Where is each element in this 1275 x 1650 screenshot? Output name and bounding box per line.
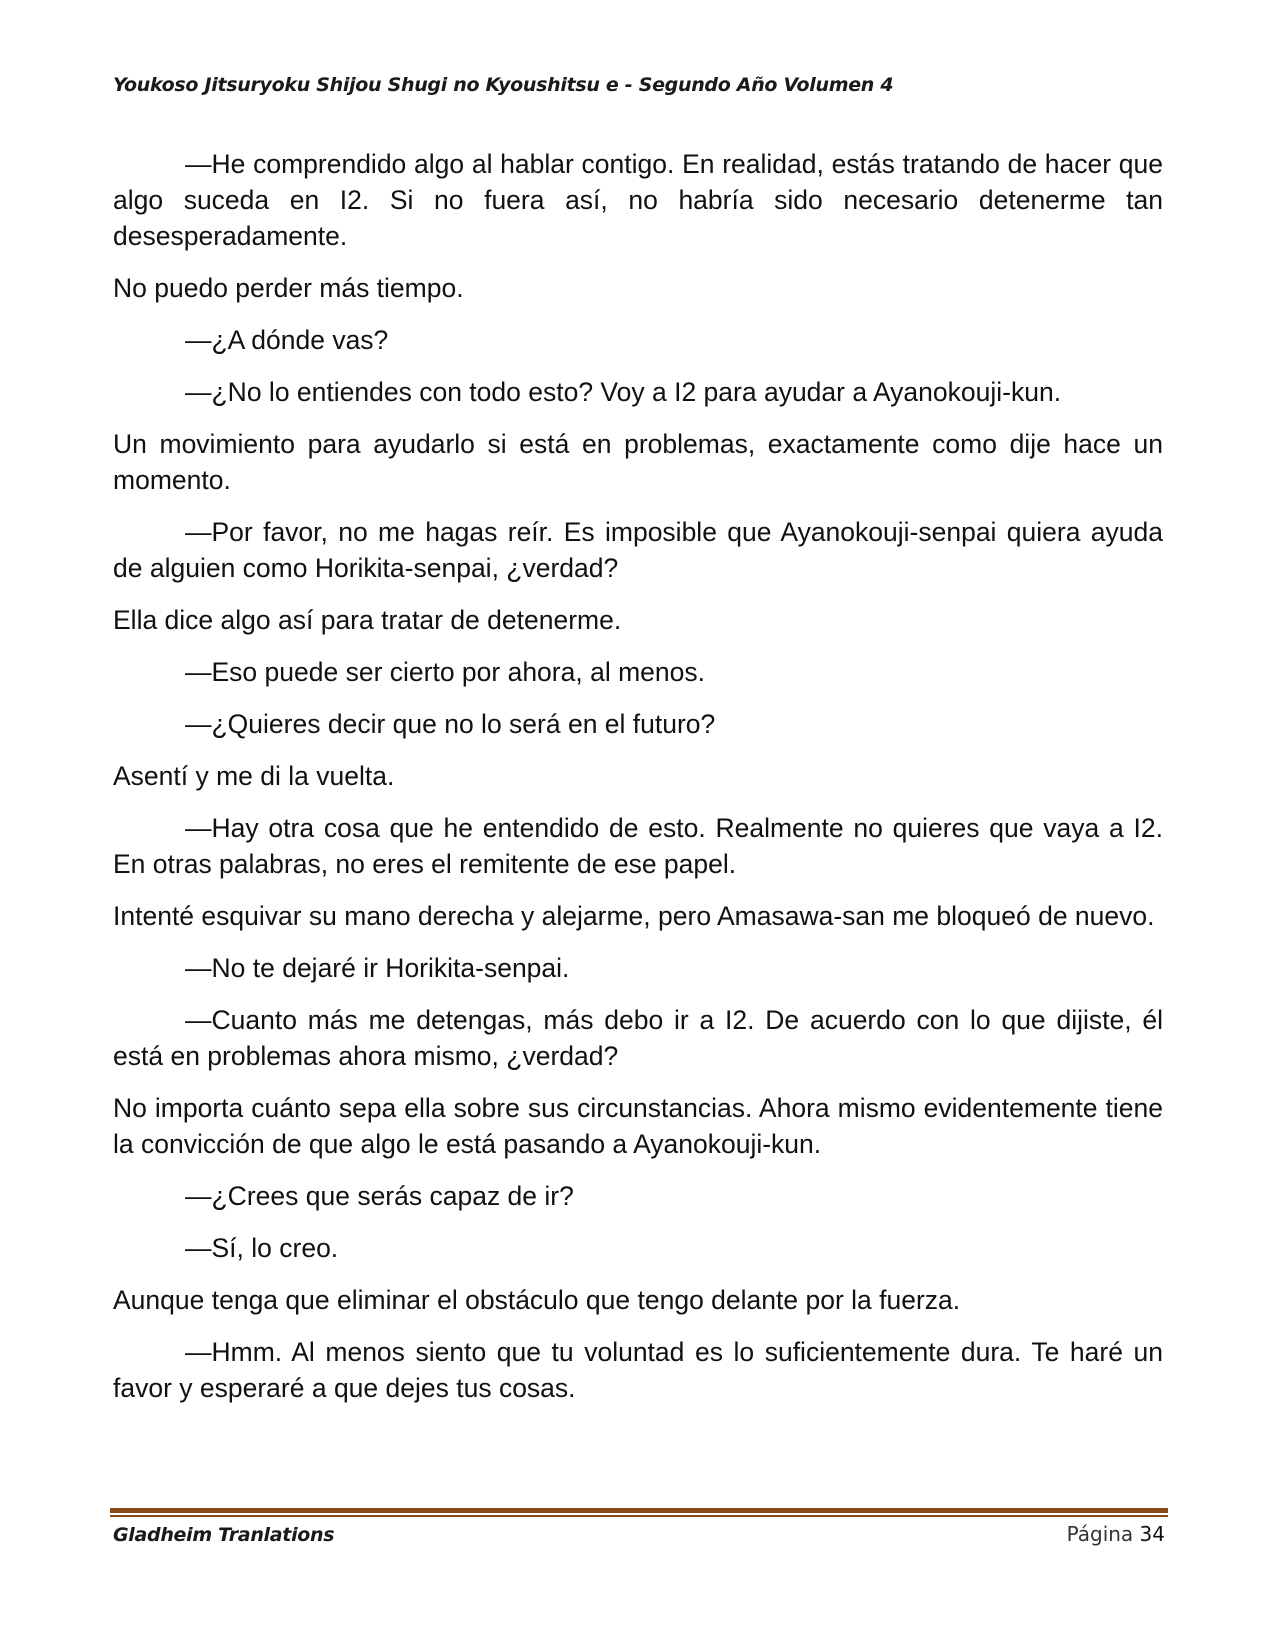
dialogue-paragraph: —Hmm. Al menos siento que tu voluntad es lo suficientemente dura. Te haré un favor y esperaré a que dejes tus cosas. (113, 1337, 1163, 1403)
dialogue-paragraph: —Cuanto más me detengas, más debo ir a I2. De acuerdo con lo que dijiste, él está en problemas ahora mismo, ¿verdad? (113, 1005, 1163, 1071)
footer-credit: Gladheim Tranlations (113, 1524, 335, 1546)
running-header: Youkoso Jitsuryoku Shijou Shugi no Kyoushitsu e - Segundo Año Volumen 4 (113, 74, 894, 96)
dialogue-paragraph: —No te dejaré ir Horikita-senpai. (185, 953, 570, 983)
narration-paragraph: Ella dice algo así para tratar de detenerme. (113, 605, 622, 635)
page-indicator (1067, 1522, 1165, 1546)
dialogue-paragraph: —¿No lo entiendes con todo esto? Voy a I2 para ayudar a Ayanokouji-kun. (185, 377, 1062, 407)
narration-paragraph: Intenté esquivar su mano derecha y alejarme, pero Amasawa-san me bloqueó de nuevo. (113, 901, 1155, 931)
page-label: Página (1066, 1522, 1134, 1546)
dialogue-paragraph: —¿A dónde vas? (185, 325, 389, 355)
dialogue-paragraph: —¿Crees que serás capaz de ir? (185, 1181, 574, 1211)
narration-paragraph: No importa cuánto sepa ella sobre sus circunstancias. Ahora mismo evidentemente tiene la convicción de que algo le está pasando a Ayanokouji-kun. (113, 1093, 1163, 1159)
footer-divider-thin (110, 1515, 1168, 1517)
dialogue-paragraph: —Eso puede ser cierto por ahora, al menos. (185, 657, 705, 687)
page-number: 34 (1139, 1522, 1165, 1546)
dialogue-paragraph: —Hay otra cosa que he entendido de esto. Realmente no quieres que vaya a I2. En otras palabras, no eres el remitente de ese papel. (113, 813, 1163, 879)
footer-divider (110, 1508, 1168, 1518)
body-text (113, 146, 1163, 1422)
dialogue-paragraph: —¿Quieres decir que no lo será en el futuro? (185, 709, 716, 739)
narration-paragraph: Un movimiento para ayudarlo si está en problemas, exactamente como dije hace un momento. (113, 429, 1163, 495)
dialogue-paragraph: —Sí, lo creo. (185, 1233, 339, 1263)
dialogue-paragraph: —Por favor, no me hagas reír. Es imposible que Ayanokouji-senpai quiera ayuda de alguien como Horikita-senpai, ¿verdad? (113, 517, 1163, 583)
narration-paragraph: Aunque tenga que eliminar el obstáculo que tengo delante por la fuerza. (113, 1285, 961, 1315)
narration-paragraph: No puedo perder más tiempo. (113, 273, 464, 303)
footer-divider-thick (110, 1508, 1168, 1513)
narration-paragraph: Asentí y me di la vuelta. (113, 761, 395, 791)
dialogue-paragraph: —He comprendido algo al hablar contigo. En realidad, estás tratando de hacer que algo suceda en I2. Si no fuera así, no habría sido necesario detenerme tan desesperadamente. (113, 149, 1163, 251)
